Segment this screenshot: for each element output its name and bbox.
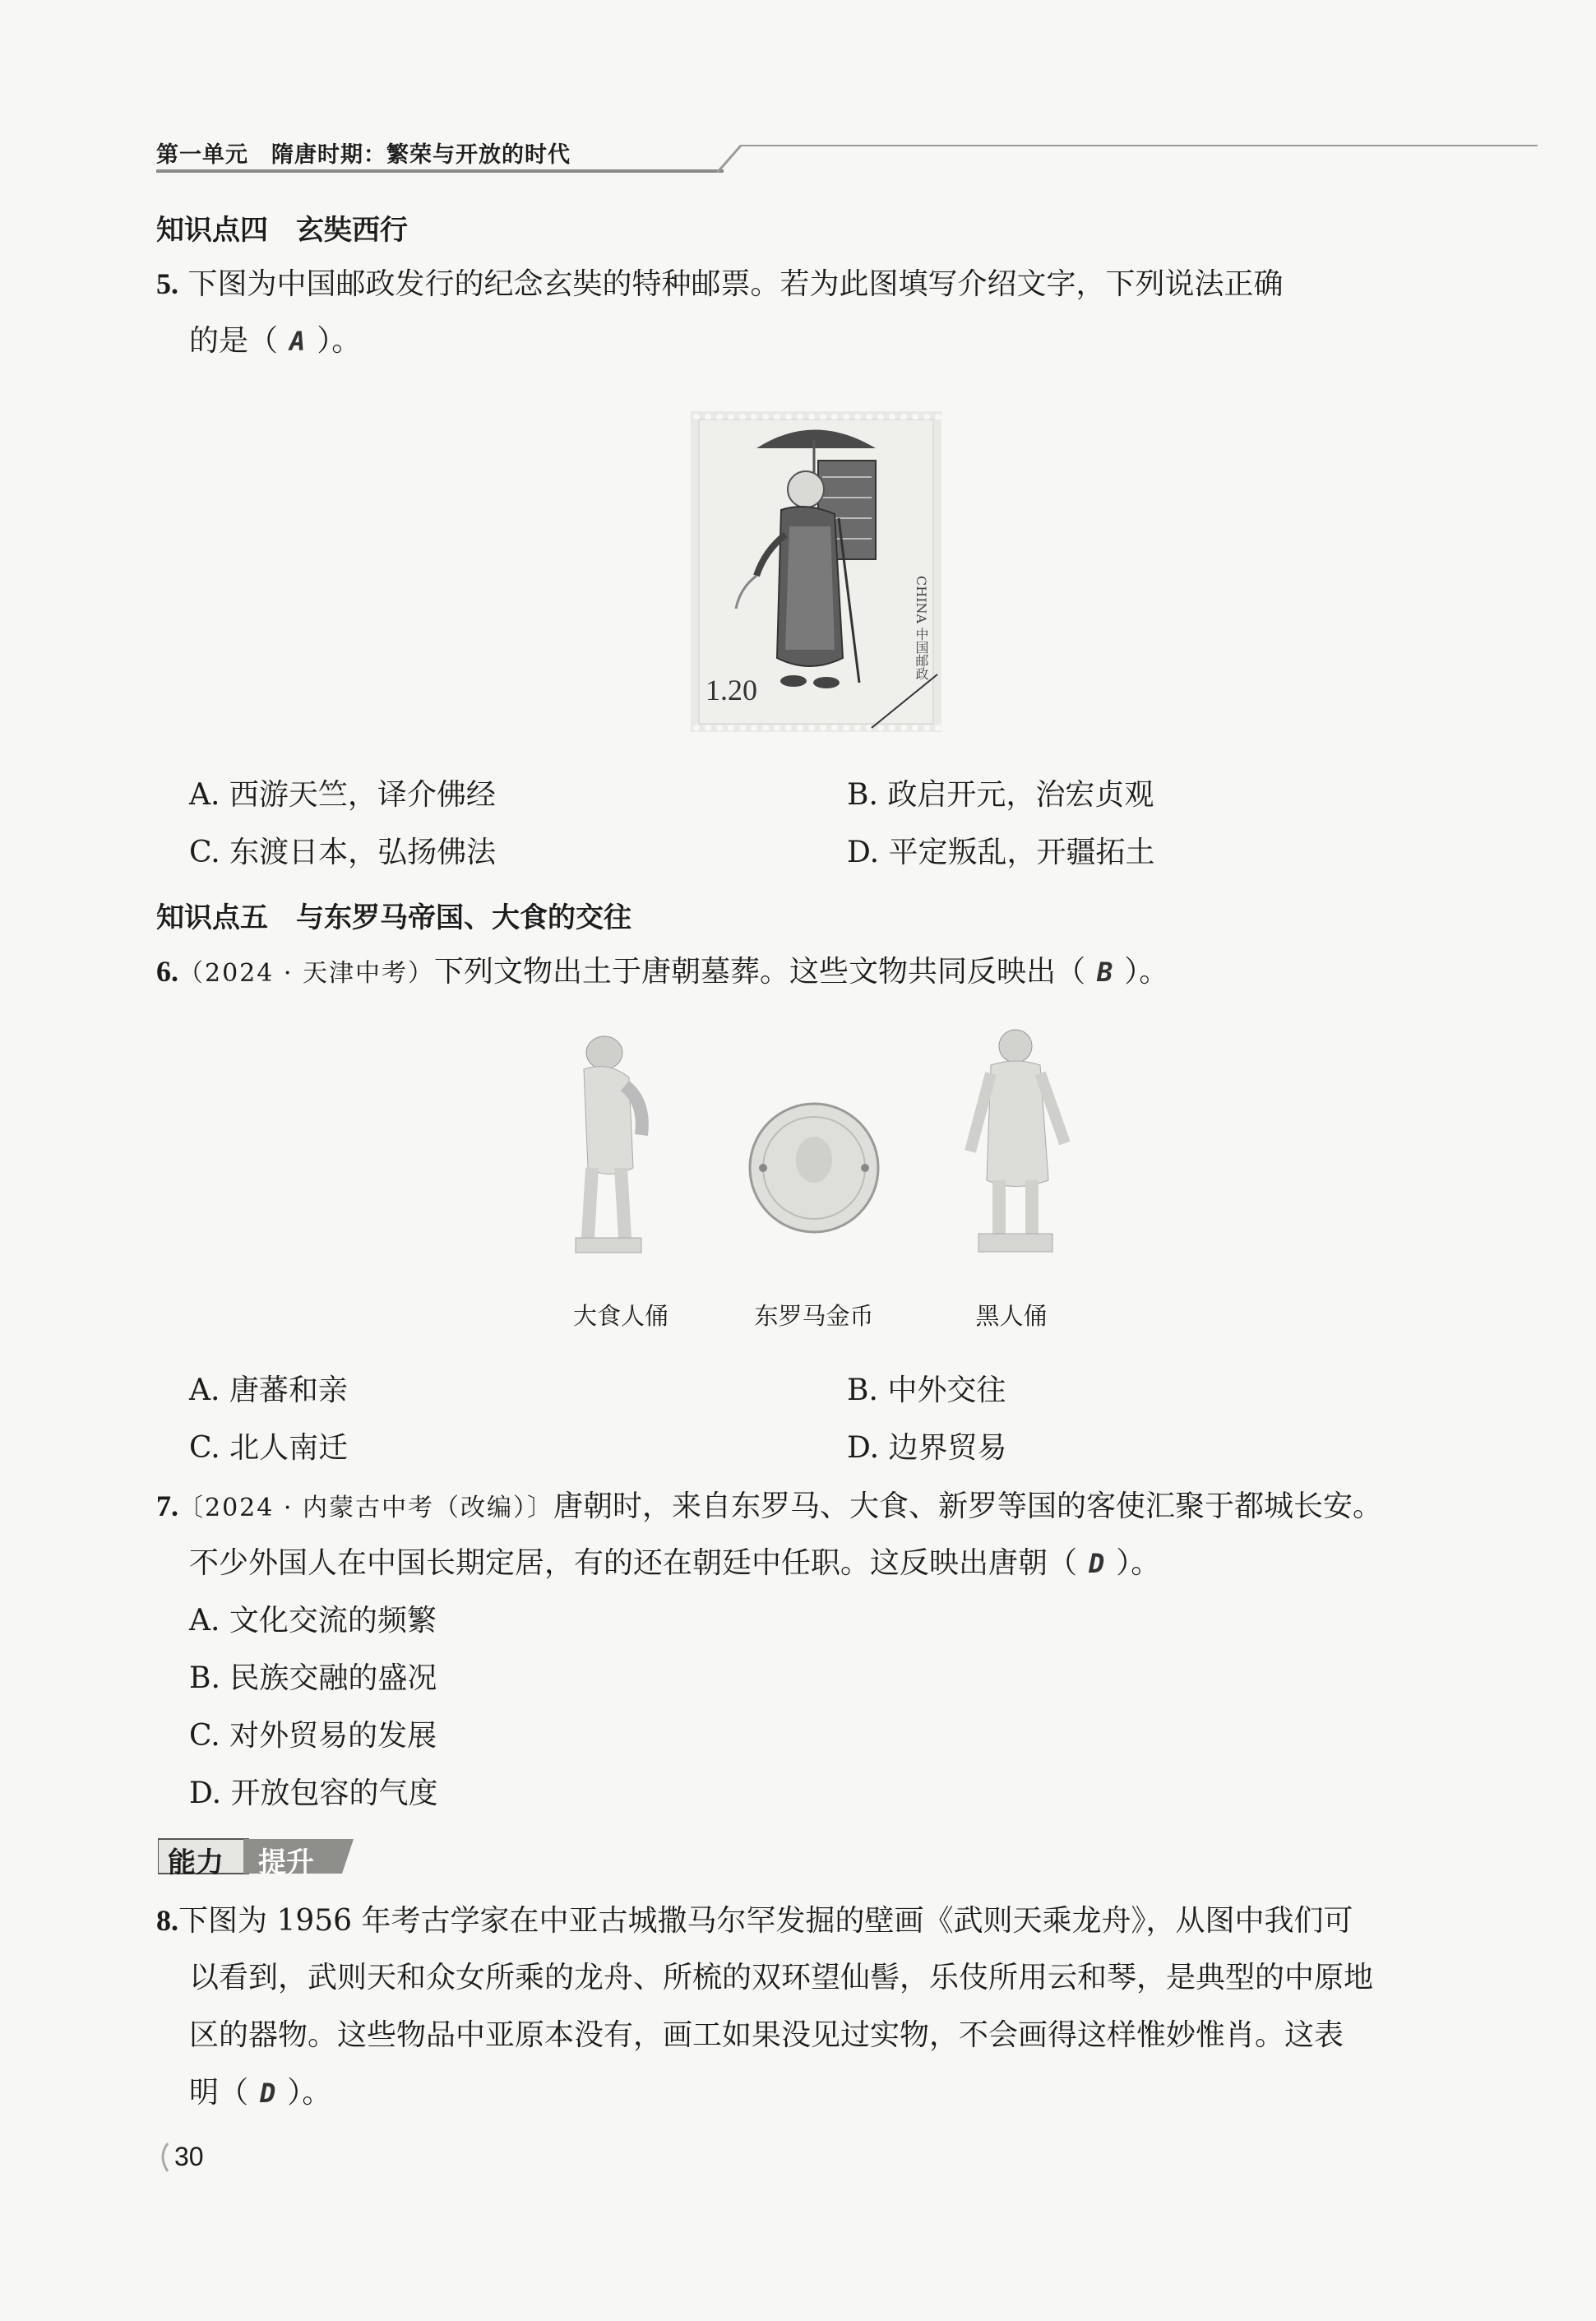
question-source: （2024 · 天津中考） — [178, 959, 434, 988]
caption-arab-figurine: 大食人俑 — [572, 1302, 668, 1330]
question-6-line — [156, 943, 1168, 1003]
handwritten-answer: B — [1096, 957, 1113, 988]
question-8-line-2: 以看到，武则天和众女所乘的龙舟、所梳的双环望仙髻，乐伎所用云和琴，是典型的中原地 — [189, 1961, 1374, 1994]
header-rule — [156, 169, 724, 173]
question-number: 6. — [156, 955, 178, 988]
stem-text: 的是（ — [189, 324, 279, 358]
unit-header-title: 第一单元 隋唐时期：繁荣与开放的时代 — [156, 142, 571, 168]
badge-text-2: 提升 — [258, 1846, 314, 1879]
option-d[interactable]: D. 边界贸易 — [847, 1431, 1007, 1465]
african-figurine-icon — [970, 1030, 1065, 1252]
question-8-line-1 — [156, 1892, 1353, 1950]
option-d[interactable]: D. 开放包容的气度 — [189, 1777, 438, 1810]
byzantine-coin-icon — [750, 1104, 878, 1232]
stem-text: 下图为 1956 年考古学家在中亚古城撒马尔罕发掘的壁画《武则天乘龙舟》，从图中我们可 — [178, 1904, 1353, 1938]
question-number: 5. — [156, 267, 178, 300]
option-b[interactable]: B. 政启开元，治宏贞观 — [847, 778, 1154, 812]
option-c[interactable]: C. 北人南迁 — [189, 1431, 349, 1465]
caption-byzantine-coin: 东罗马金币 — [754, 1302, 874, 1330]
header-decoration — [715, 141, 1538, 176]
question-8-line-4 — [189, 2064, 331, 2122]
stem-text: ）。 — [287, 2076, 332, 2110]
badge-text-1: 能力 — [168, 1846, 224, 1879]
option-b[interactable]: B. 中外交往 — [847, 1374, 1006, 1407]
option-a[interactable]: A. 西游天竺，译介佛经 — [189, 778, 496, 812]
question-source: 〔2024 · 内蒙古中考（改编）〕 — [178, 1494, 553, 1522]
ability-section-badge — [158, 1836, 354, 1877]
handwritten-answer: D — [260, 2078, 276, 2109]
stem-text: 唐朝时，来自东罗马、大食、新罗等国的客使汇聚于都城长安。 — [553, 1489, 1382, 1523]
question-number: 7. — [156, 1489, 178, 1522]
option-d[interactable]: D. 平定叛乱，开疆拓土 — [847, 836, 1155, 869]
artifacts-image — [543, 1028, 1085, 1291]
stamp-denomination: 1.20 — [705, 674, 757, 706]
arab-figurine-icon — [576, 1036, 642, 1253]
caption-african-figurine: 黑人俑 — [975, 1302, 1048, 1330]
question-5-line-1 — [156, 255, 1283, 313]
xuanzang-stamp-image — [691, 411, 941, 732]
handwritten-answer: A — [289, 326, 306, 357]
option-b[interactable]: B. 民族交融的盛况 — [189, 1661, 437, 1695]
section-heading-5: 知识点五 与东罗马帝国、大食的交往 — [156, 901, 631, 934]
handwritten-answer: D — [1089, 1548, 1105, 1579]
question-5-line-2 — [189, 313, 361, 370]
stem-text: 明（ — [189, 2076, 249, 2110]
section-heading-4: 知识点四 玄奘西行 — [156, 214, 408, 247]
question-number: 8. — [156, 1904, 178, 1937]
question-5-stem: 下图为中国邮政发行的纪念玄奘的特种邮票。若为此图填写介绍文字，下列说法正确 — [187, 267, 1284, 301]
option-c[interactable]: C. 对外贸易的发展 — [189, 1719, 437, 1753]
option-a[interactable]: A. 文化交流的频繁 — [189, 1604, 437, 1638]
option-a[interactable]: A. 唐蕃和亲 — [189, 1374, 348, 1407]
stem-text: ）。 — [317, 324, 362, 358]
question-7-line-1 — [156, 1477, 1382, 1537]
stem-text: ）。 — [1116, 1546, 1161, 1580]
stem-text: 不少外国人在中国长期定居，有的还在朝廷中任职。这反映出唐朝（ — [189, 1546, 1078, 1580]
option-c[interactable]: C. 东渡日本，弘扬佛法 — [189, 836, 497, 869]
page-number: 30 — [174, 2142, 204, 2171]
stem-text: 下列文物出土于唐朝墓葬。这些文物共同反映出（ — [433, 955, 1085, 989]
question-7-line-2 — [189, 1535, 1160, 1592]
stamp-country-text: CHINA 中国邮政 — [914, 576, 929, 681]
stem-text: ）。 — [1124, 955, 1169, 989]
question-8-line-3: 区的器物。这些物品中亚原本没有，画工如果没见过实物，不会画得这样惟妙惟肖。这表 — [189, 2018, 1344, 2052]
